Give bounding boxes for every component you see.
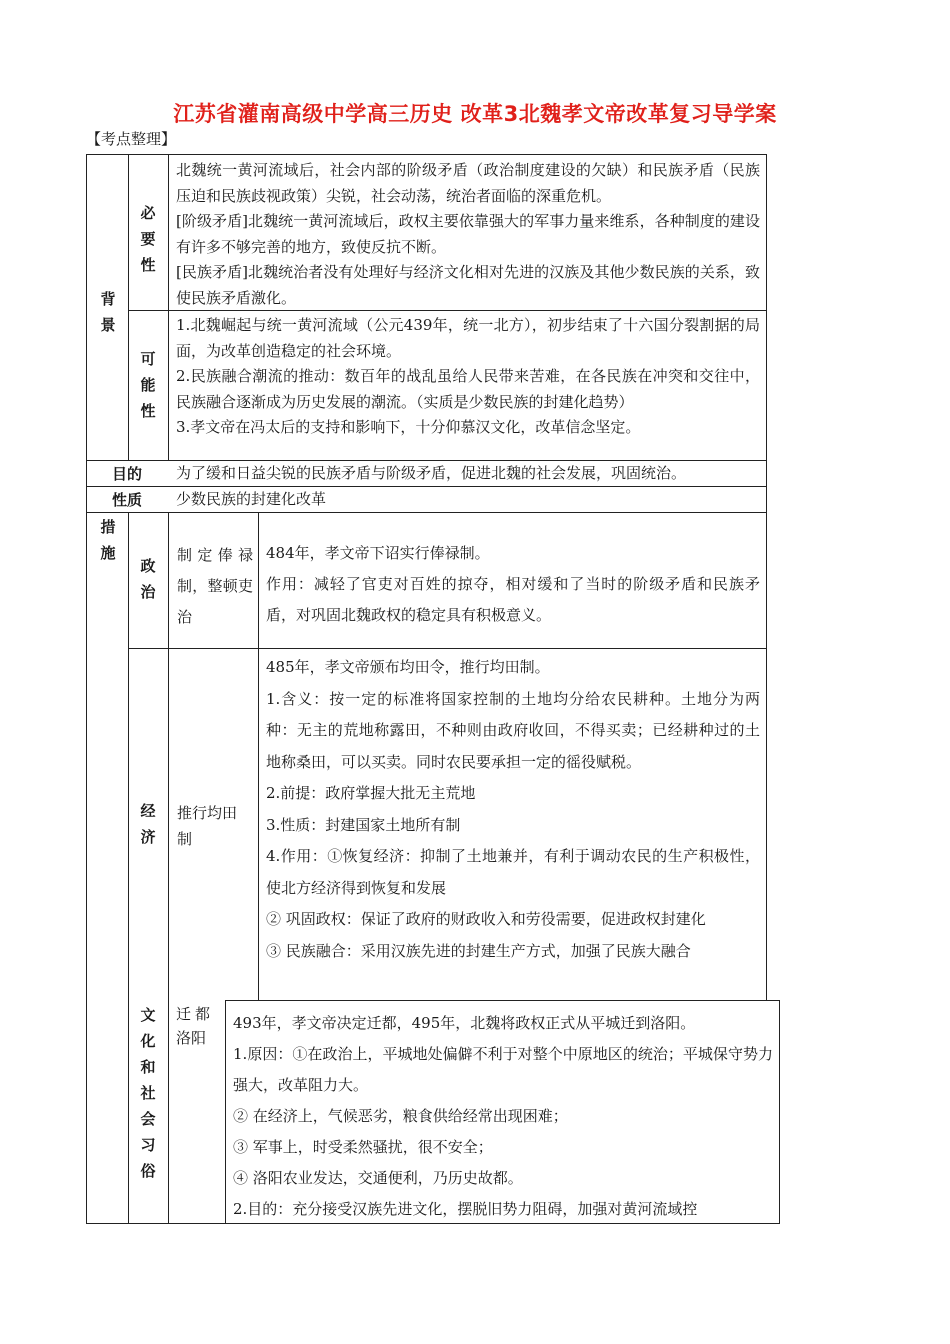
- culture-label: 文化和社会习俗: [140, 1006, 156, 1180]
- culture-content: 493年，孝文帝决定迁都，495年，北魏将政权正式从平城迁到洛阳。 1.原因：①在政治上，平城地处偏僻不利于对整个中原地区的统治；平城保守势力强大，改革阻力大。 ② 在经济上，气候恶劣，粮食供给经常出现困难； ③ 军事上，时受柔然骚扰，很不安全； ④ 洛阳农业发达，交通便利，乃历史故都。 2.目的：充分接受汉族先进文化，摆脱旧势力阻碍，加强对黄河流域控: [233, 1014, 773, 1218]
- background-label: 背景: [100, 290, 116, 334]
- politics-content: 484年，孝文帝下诏实行俸禄制。 作用：减轻了官吏对百姓的掠夺，相对缓和了当时的阶级矛盾和民族矛盾，对巩固北魏政权的稳定具有积极意义。: [266, 544, 760, 624]
- possibility-content: 1.北魏崛起与统一黄河流域（公元439年，统一北方），初步结束了十六国分裂割据的局面，为改革创造稳定的社会环境。 2.民族融合潮流的推动：数百年的战乱虽给人民带来苦难，在各民族在冲突和交往中，民族融合逐渐成为历史发展的潮流。（实质是少数民族的封建化趋势） 3.孝文帝在冯太后的支持和影响下，十分仰慕汉文化，改革信念坚定。: [176, 316, 760, 437]
- economy-label: 经济: [140, 802, 156, 846]
- measures-label: 措施: [100, 518, 116, 562]
- purpose-content: 为了缓和日益尖锐的民族矛盾与阶级矛盾，促进北魏的社会发展，巩固统治。: [176, 464, 687, 482]
- politics-item: 制定俸禄制，整顿吏治: [177, 546, 253, 626]
- economy-item: 推行均田制: [177, 804, 238, 848]
- nature-label: 性质: [111, 491, 142, 509]
- economy-content: 485年，孝文帝颁布均田令，推行均田制。 1.含义：按一定的标准将国家控制的土地均分给农民耕种。土地分为两种：无主的荒地称露田，不种则由政府收回，不得买卖；已经耕种过的土地称桑田，可以买卖。同时农民要承担一定的徭役赋税。 2.前提：政府掌握大批无主荒地 3.性质：封建国家土地所有制 4.作用：①恢复经济：抑制了土地兼并，有利于调动农民的生产积极性，使北方经济得到恢复和发展 ② 巩固政权：保证了政府的财政收入和劳役需要，促进政权封建化 ③ 民族融合：采用汉族先进的封建生产方式，加强了民族大融合: [266, 658, 760, 960]
- politics-label: 政治: [140, 557, 156, 601]
- culture-item: 迁都洛阳: [176, 1005, 210, 1047]
- purpose-label: 目的: [111, 465, 142, 483]
- section-label: 【考点整理】: [86, 130, 177, 148]
- document-title: 江苏省灌南高级中学高三历史 改革3北魏孝文帝改革复习导学案: [173, 102, 777, 126]
- possibility-label: 可能性: [140, 350, 156, 420]
- necessity-content: 北魏统一黄河流域后，社会内部的阶级矛盾（政治制度建设的欠缺）和民族矛盾（民族压迫和民族歧视政策）尖锐，社会动荡，统治者面临的深重危机。 [阶级矛盾]北魏统一黄河流域后，政权主要依靠强大的军事力量来维系，各种制度的建设有许多不够完善的地方，致使反抗不断。 [民族矛盾]北魏统治者没有处理好与经济文化相对先进的汉族及其他少数民族的关系，致使民族矛盾激化。: [176, 161, 760, 307]
- necessity-label: 必要性: [140, 204, 156, 274]
- nature-content: 少数民族的封建化改革: [176, 490, 327, 508]
